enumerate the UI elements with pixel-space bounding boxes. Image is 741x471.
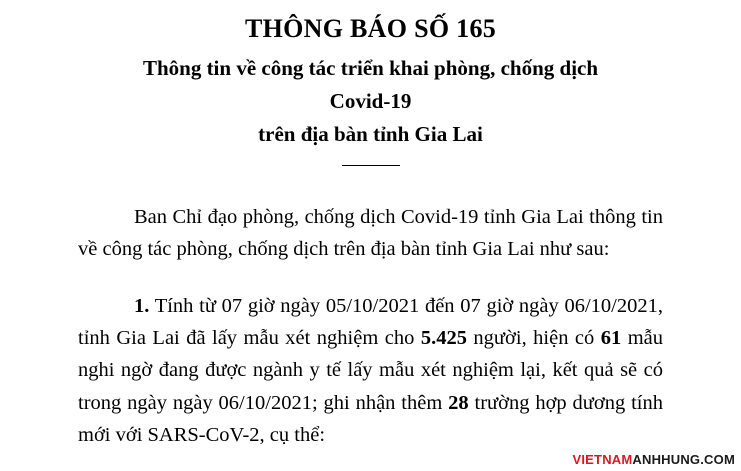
divider-line xyxy=(342,165,400,166)
paragraph-intro: Ban Chỉ đạo phòng, chống dịch Covid-19 tỉnh Gia Lai thông tin về công tác phòng, chống dịch trên địa bàn tỉnh Gia Lai như sau: xyxy=(78,205,663,261)
title-divider xyxy=(78,156,663,174)
document-subtitle-line3: trên địa bàn tỉnh Gia Lai xyxy=(258,122,483,147)
document-subtitle-line1: Thông tin về công tác triển khai phòng, chống dịch xyxy=(142,55,599,80)
document-subtitle-line2: Covid-19 xyxy=(329,88,412,113)
watermark-part-red: VIETNAM xyxy=(572,452,633,467)
paragraph-item-1: 1. Tính từ 07 giờ ngày 05/10/2021 đến 07 giờ ngày 06/10/2021, tỉnh Gia Lai đã lấy mẫu xét nghiệm cho 5.425 người, hiện có 61 mẫu nghi ngờ đang được ngành y tế lấy mẫu xét nghiệm lại, kết quả sẽ có trong ngày ngày 06/10/2021; ghi nhận thêm 28 trường hợp dương tính mới với SARS-CoV-2, cụ thể: xyxy=(78,294,663,447)
watermark-part-dark: ANHHUNG.COM xyxy=(632,452,735,467)
watermark xyxy=(573,452,736,467)
page-title: THÔNG BÁO SỐ 165 xyxy=(244,14,497,43)
